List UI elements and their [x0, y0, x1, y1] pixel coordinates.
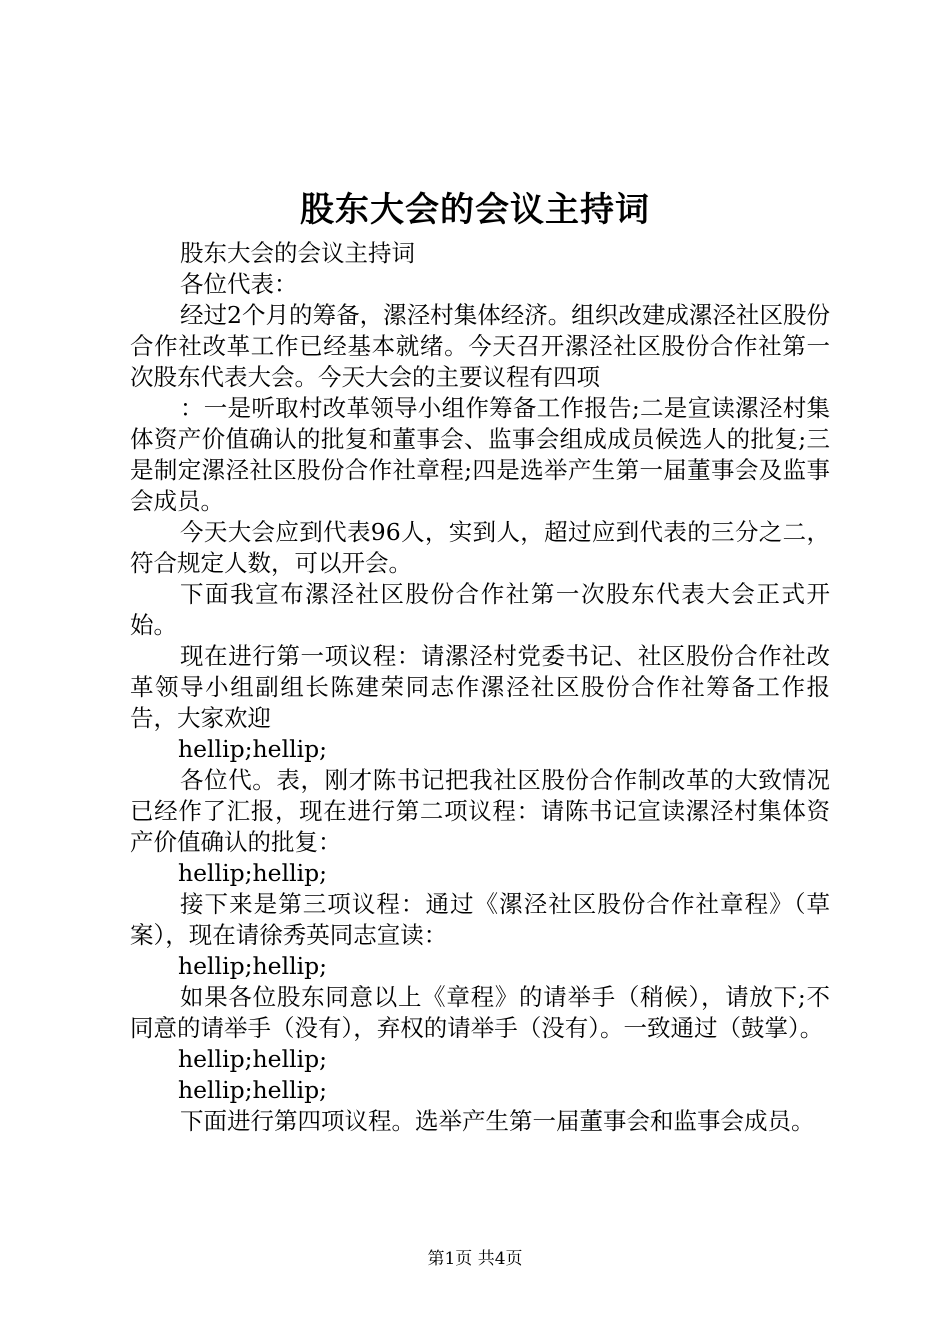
paragraph: 现在进行第一项议程：请漯泾村党委书记、社区股份合作社改革领导小组副组长陈建荣同志作漯泾社区股份合作社筹备工作报告，大家欢迎 — [130, 642, 830, 732]
document-title: 股东大会的会议主持词 — [300, 190, 650, 230]
page-footer: 第1页 共4页 — [427, 1249, 523, 1269]
ellipsis-line: hellip;hellip; — [178, 1045, 328, 1073]
paragraph: 下面进行第四项议程。选举产生第一届董事会和监事会成员。 — [180, 1107, 815, 1135]
ellipsis-line: hellip;hellip; — [178, 859, 328, 887]
paragraph: 股东大会的会议主持词 — [180, 239, 415, 267]
paragraph: 接下来是第三项议程：通过《漯泾社区股份合作社章程》（草案），现在请徐秀英同志宣读： — [130, 890, 830, 949]
paragraph: ：一是听取村改革领导小组作筹备工作报告;二是宣读漯泾村集体资产价值确认的批复和董事会、监事会组成成员候选人的批复;三是制定漯泾社区股份合作社章程;四是选举产生第一届董事会及监事会成员。 — [130, 394, 830, 515]
paragraph: 如果各位股东同意以上《章程》的请举手（稍候），请放下;不同意的请举手（没有），弃权的请举手（没有）。一致通过（鼓掌）。 — [130, 983, 830, 1042]
paragraph: 各位代表： — [180, 270, 298, 298]
ellipsis-line: hellip;hellip; — [178, 952, 328, 980]
document-body — [130, 238, 830, 1137]
paragraph: 各位代。表，刚才陈书记把我社区股份合作制改革的大致情况已经作了汇报，现在进行第二项议程：请陈书记宣读漯泾村集体资产价值确认的批复： — [130, 766, 830, 856]
paragraph: 今天大会应到代表96人，实到人，超过应到代表的三分之二，符合规定人数，可以开会。 — [130, 518, 830, 577]
paragraph: 下面我宣布漯泾社区股份合作社第一次股东代表大会正式开始。 — [130, 580, 830, 639]
paragraph: 经过2个月的筹备，漯泾村集体经济。组织改建成漯泾社区股份合作社改革工作已经基本就绪。今天召开漯泾社区股份合作社第一次股东代表大会。今天大会的主要议程有四项 — [130, 301, 830, 391]
ellipsis-line: hellip;hellip; — [178, 1076, 328, 1104]
ellipsis-line: hellip;hellip; — [178, 735, 328, 763]
